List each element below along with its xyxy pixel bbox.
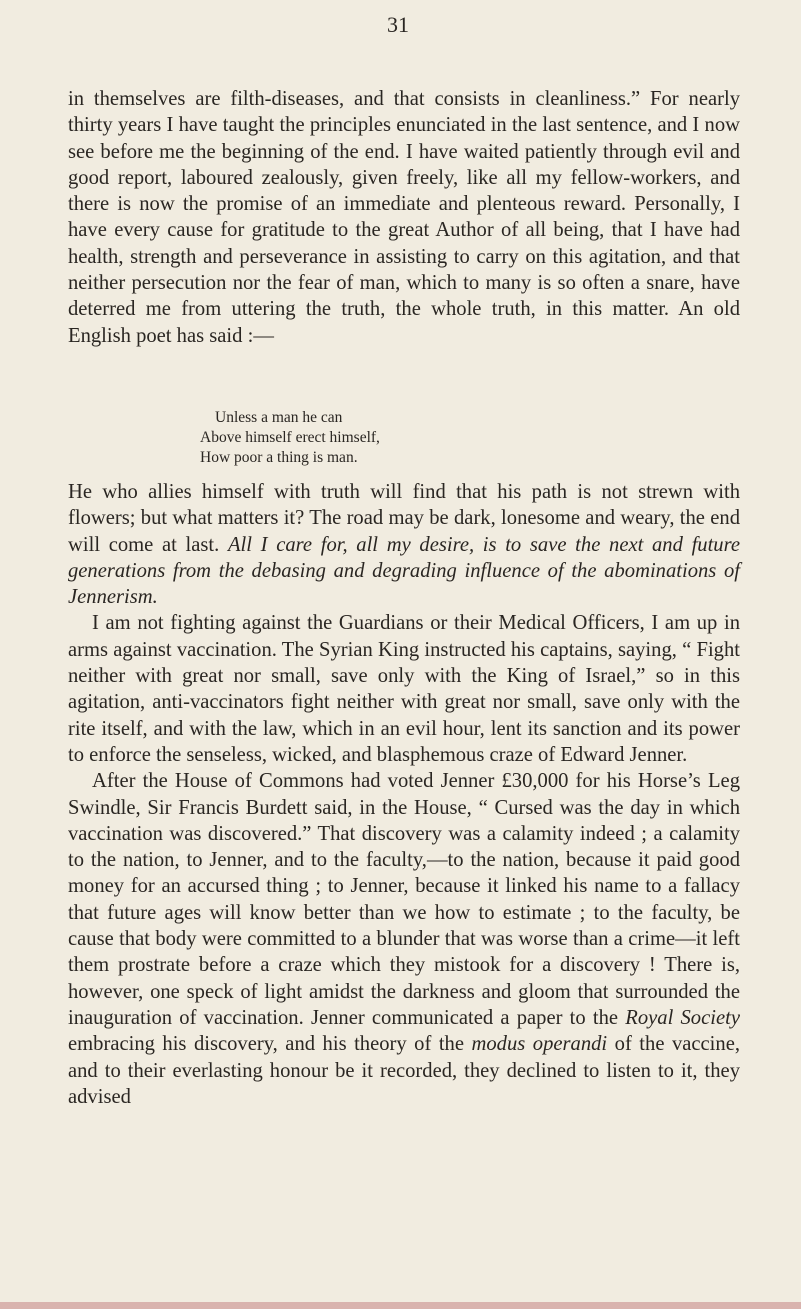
body-text [68,479,740,1110]
poem-line-1: Unless a man he can [215,409,343,426]
royal-society-italic: Royal Society [625,1006,740,1029]
paragraph-2 [68,479,740,610]
paragraph-4-text-c: of the vaccine, and to their everlasting honour be it recorded, they declined to listen to it, they advised [68,1033,740,1108]
paragraph-4-text-a: After the House of Commons had voted Jenner £30,000 for his Horse’s Leg Swindle, Sir Francis Burdett said, in the House, “ Cursed was the day in which vaccination was discovered.” That discovery was a calamity indeed ; a calamity to the nation, to Jenner, and to the faculty,—to the nation, because it paid good money for an accursed thing ; to Jenner, because it linked his name to a fallacy that future ages will know better than we how to estimate ; to the faculty, be cause that body were committed to a blunder that was worse than a crime—it left them prostrate before a craze which they mistook for a discovery ! There is, however, one speck of light amidst the darkness and gloom that surrounded the inauguration of vaccination. Jenner communicated a paper to the [68,770,740,1029]
paragraph-4-text-b: embracing his discovery, and his theory of the [68,1033,464,1056]
paragraph-1 [68,86,740,349]
poem-line-2: Above himself erect himself, [200,429,380,446]
poem-quote [200,408,500,468]
paragraph-4 [68,768,740,1110]
paragraph-1-text: in themselves are filth-diseases, and that consists in cleanliness.” For nearly thirty years I have taught the principles enunciated in the last sentence, and I now see before me the beginning of the end. I have waited patiently through evil and good report, laboured zealously, given freely, like all my fellow-workers, and there is now the promise of an immediate and plenteous reward. Personally, I have every cause for gratitude to the great Author of all being, that I have had health, strength and perseverance in assisting to carry on this agitation, and that neither persecution nor the fear of man, which to many is so often a snare, have deterred me from uttering the truth, the whole truth, in this matter. An old English poet has said :— [68,88,740,347]
paragraph-2-text: He who allies himself with truth will find that his path is not strewn with flowers; but what matters it? The road may be dark, lonesome and weary, the end will come at last. [68,481,740,556]
paragraph-3: I am not fighting against the Guardians or their Medical Officers, I am up in arms against vaccination. The Syrian King instructed his captains, saying, “ Fight neither with great nor small, save only with the King of Israel,” so in this agitation, anti-vaccinators fight neither with great nor small, save only with the rite itself, and with the law, which in an evil hour, lent its sanction and its power to enforce the senseless, wicked, and blasphemous craze of Edward Jenner. [68,612,740,766]
paragraph-2-emphasis: All I care for, all my desire, is to save the next and future generations from the debasing and degrading influence of the abominations of Jennerism. [68,533,740,609]
page-number: 31 [387,12,409,37]
poem-line-3: How poor a thing is man. [200,449,358,466]
page-bottom-edge [0,1302,801,1309]
modus-operandi-italic: modus operandi [471,1033,608,1056]
